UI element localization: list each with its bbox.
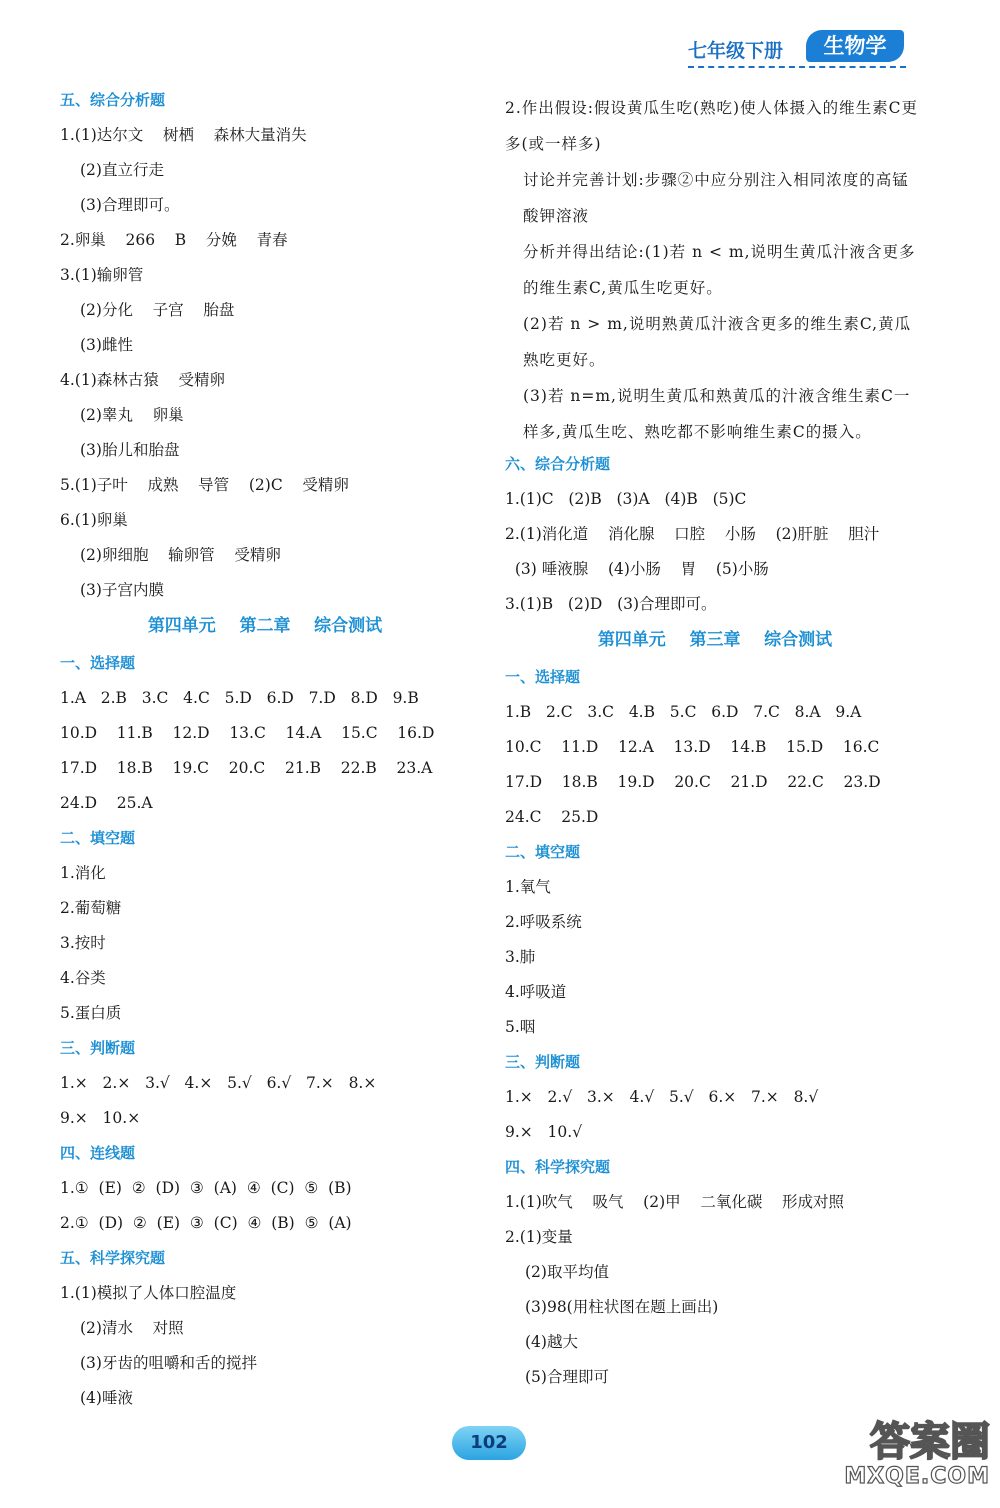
answer-line: (3)牙齿的咀嚼和舌的搅拌 — [80, 1354, 257, 1372]
answer-line: 4.(1)森林古猿 受精卵 — [60, 371, 225, 389]
answer-line: 17.D 18.B 19.D 20.C 21.D 22.C 23.D — [505, 773, 881, 791]
answer-line: (5)合理即可 — [525, 1368, 609, 1386]
answer-line: (3)合理即可。 — [80, 196, 180, 214]
section-heading: 一、选择题 — [505, 668, 581, 686]
paragraph: 分析并得出结论:(1)若 n < m,说明生黄瓜汁液含更多的维生素C,黄瓜生吃更好。 — [523, 243, 916, 297]
answer-line: (2)分化 子宫 胎盘 — [80, 301, 235, 319]
answer-line: (2)取平均值 — [525, 1263, 609, 1281]
answer-line: (4)唾液 — [80, 1389, 133, 1407]
header-divider — [688, 66, 906, 68]
right-answers — [505, 454, 925, 1402]
section-heading: 一、选择题 — [60, 654, 136, 672]
hypothesis-block — [505, 90, 925, 450]
answer-line: 4.呼吸道 — [505, 983, 567, 1001]
answer-line: 24.C 25.D — [505, 808, 599, 826]
answer-line: 3.按时 — [60, 934, 106, 952]
right-column — [505, 90, 925, 1402]
section-heading: 二、填空题 — [60, 829, 136, 847]
section-heading: 六、综合分析题 — [505, 455, 611, 473]
page-number: 102 — [452, 1426, 526, 1460]
answer-line: 1.B 2.C 3.C 4.B 5.C 6.D 7.C 8.A 9.A — [505, 703, 862, 721]
answer-line: 17.D 18.B 19.C 20.C 21.B 22.B 23.A — [60, 759, 433, 777]
watermark-logo — [810, 1420, 990, 1500]
answer-line: 3.(1)B (2)D (3)合理即可。 — [505, 595, 717, 613]
answer-line: 2.卵巢 266 B 分娩 青春 — [60, 231, 288, 249]
answer-line: 2.① (D) ② (E) ③ (C) ④ (B) ⑤ (A) — [60, 1214, 352, 1232]
answer-line: 1.氧气 — [505, 878, 551, 896]
answer-line: 3.肺 — [505, 948, 536, 966]
answer-line: 9.× 10.√ — [505, 1123, 583, 1141]
paragraph: 2.作出假设:假设黄瓜生吃(熟吃)使人体摄入的维生素C更多(或一样多) — [505, 99, 918, 153]
section-heading: 三、判断题 — [505, 1053, 581, 1071]
chapter-title: 第四单元 第三章 综合测试 — [597, 630, 833, 650]
answer-line: (3)98(用柱状图在题上画出) — [525, 1298, 719, 1316]
answer-line: (2)卵细胞 输卵管 受精卵 — [80, 546, 281, 564]
answer-line: 1.(1)达尔文 树栖 森林大量消失 — [60, 126, 307, 144]
answer-line: 1.① (E) ② (D) ③ (A) ④ (C) ⑤ (B) — [60, 1179, 352, 1197]
grade-label: 七年级下册 — [688, 40, 784, 62]
chapter-title: 第四单元 第二章 综合测试 — [147, 616, 383, 636]
answer-line: 4.谷类 — [60, 969, 106, 987]
answer-line: 2.呼吸系统 — [505, 913, 582, 931]
answer-line: 5.咽 — [505, 1018, 536, 1036]
left-column — [60, 90, 470, 1423]
answer-line: 6.(1)卵巢 — [60, 511, 128, 529]
section-heading: 五、综合分析题 — [60, 91, 166, 109]
answer-line: 10.C 11.D 12.A 13.D 14.B 15.D 16.C — [505, 738, 880, 756]
section-heading: 四、连线题 — [60, 1144, 136, 1162]
section-heading: 五、科学探究题 — [60, 1249, 166, 1267]
answer-line: 10.D 11.B 12.D 13.C 14.A 15.C 16.D — [60, 724, 435, 742]
answer-line: 1.(1)吹气 吸气 (2)甲 二氧化碳 形成对照 — [505, 1193, 845, 1211]
answer-line: (2)清水 对照 — [80, 1319, 184, 1337]
answer-line: (3)胎儿和胎盘 — [80, 441, 180, 459]
section-heading: 二、填空题 — [505, 843, 581, 861]
answer-line: (4)越大 — [525, 1333, 578, 1351]
answer-line: 1.(1)C (2)B (3)A (4)B (5)C — [505, 490, 747, 508]
answer-line: (3)雌性 — [80, 336, 133, 354]
answer-line: 9.× 10.× — [60, 1109, 141, 1127]
answer-line: 24.D 25.A — [60, 794, 153, 812]
answer-line: (2)睾丸 卵巢 — [80, 406, 184, 424]
section-heading: 四、科学探究题 — [505, 1158, 611, 1176]
answer-line: 1.× 2.× 3.√ 4.× 5.√ 6.√ 7.× 8.× — [60, 1074, 377, 1092]
answer-line: 2.(1)变量 — [505, 1228, 573, 1246]
answer-line: 5.蛋白质 — [60, 1004, 122, 1022]
answer-line: 1.消化 — [60, 864, 106, 882]
answer-line: 1.(1)模拟了人体口腔温度 — [60, 1284, 237, 1302]
answer-line: (3) 唾液腺 (4)小肠 胃 (5)小肠 — [505, 560, 769, 578]
paragraph: 讨论并完善计划:步骤②中应分别注入相同浓度的高锰酸钾溶液 — [523, 171, 909, 225]
subject-badge: 生物学 — [806, 30, 904, 62]
watermark-main: 答案圈 — [870, 1419, 990, 1465]
answer-line: 2.葡萄糖 — [60, 899, 122, 917]
watermark-url: MXQE.COM — [844, 1464, 990, 1489]
answer-line: (2)直立行走 — [80, 161, 164, 179]
answer-line: (3)子宫内膜 — [80, 581, 164, 599]
section-heading: 三、判断题 — [60, 1039, 136, 1057]
paragraph: (2)若 n > m,说明熟黄瓜汁液含更多的维生素C,黄瓜熟吃更好。 — [523, 315, 912, 369]
answer-line: 1.× 2.√ 3.× 4.√ 5.√ 6.× 7.× 8.√ — [505, 1088, 819, 1106]
answer-line: 1.A 2.B 3.C 4.C 5.D 6.D 7.D 8.D 9.B — [60, 689, 419, 707]
answer-line: 5.(1)子叶 成熟 导管 (2)C 受精卵 — [60, 476, 349, 494]
answer-line: 2.(1)消化道 消化腺 口腔 小肠 (2)肝脏 胆汁 — [505, 525, 880, 543]
answer-line: 3.(1)输卵管 — [60, 266, 144, 284]
paragraph: (3)若 n=m,说明生黄瓜和熟黄瓜的汁液含维生素C一样多,黄瓜生吃、熟吃都不影响维生素C的摄入。 — [523, 387, 911, 441]
page-header — [688, 30, 910, 70]
